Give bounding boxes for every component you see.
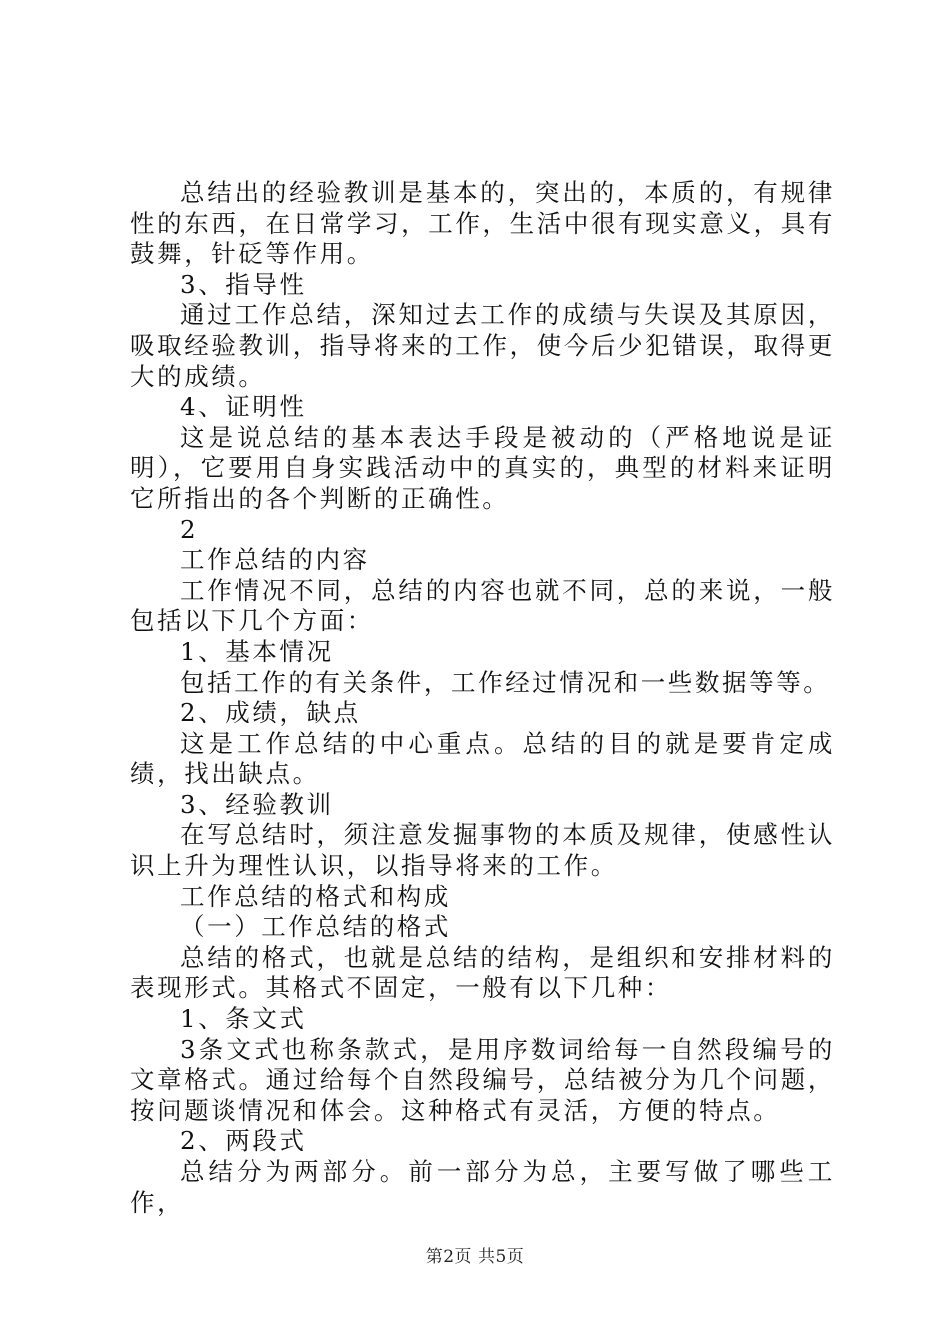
page-footer: 第2页 共5页	[425, 1247, 525, 1267]
paragraph: 1、条文式	[180, 1004, 307, 1034]
paragraph: 3条文式也称条款式，是用序数词给每一自然段编号的文章格式。通过给每个自然段编号，总结被分为几个问题，按问题谈情况和体会。这种格式有灵活，方便的特点。	[130, 1034, 835, 1125]
paragraph: 这是工作总结的中心重点。总结的目的就是要肯定成绩，找出缺点。	[130, 728, 835, 789]
paragraph: 3、指导性	[180, 269, 307, 299]
paragraph: 工作总结的格式和构成	[180, 881, 451, 911]
paragraph: 2、两段式	[180, 1126, 307, 1156]
paragraph: 工作总结的内容	[180, 545, 370, 575]
paragraph: 工作情况不同，总结的内容也就不同，总的来说，一般包括以下几个方面：	[130, 575, 835, 636]
document-body	[130, 178, 835, 1218]
paragraph: 1、基本情况	[180, 636, 334, 666]
paragraph: 2、成绩，缺点	[180, 698, 361, 728]
paragraph: 4、证明性	[180, 392, 307, 422]
paragraph: 总结的格式，也就是总结的结构，是组织和安排材料的表现形式。其格式不固定，一般有以下几种：	[130, 942, 835, 1003]
paragraph: 在写总结时，须注意发掘事物的本质及规律，使感性认识上升为理性认识，以指导将来的工作。	[130, 820, 835, 881]
paragraph: 这是说总结的基本表达手段是被动的（严格地说是证明），它要用自身实践活动中的真实的，典型的材料来证明它所指出的各个判断的正确性。	[130, 422, 835, 513]
paragraph: 总结出的经验教训是基本的，突出的，本质的，有规律性的东西，在日常学习，工作，生活中很有现实意义，具有鼓舞，针砭等作用。	[130, 178, 835, 269]
paragraph: 3、经验教训	[180, 789, 334, 819]
paragraph: 总结分为两部分。前一部分为总，主要写做了哪些工作，	[130, 1157, 835, 1217]
paragraph: 通过工作总结，深知过去工作的成绩与失误及其原因，吸取经验教训，指导将来的工作，使今后少犯错误，取得更大的成绩。	[130, 300, 835, 391]
paragraph: 包括工作的有关条件，工作经过情况和一些数据等等。	[180, 667, 831, 697]
paragraph: 2	[180, 514, 199, 544]
paragraph: （一）工作总结的格式	[180, 912, 451, 942]
